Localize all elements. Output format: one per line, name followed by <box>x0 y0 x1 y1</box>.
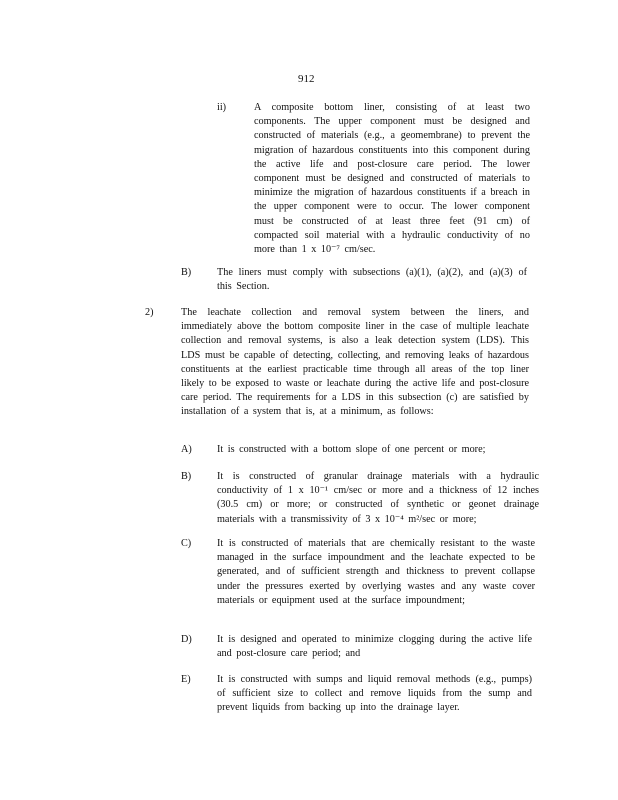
item-text: The liners must comply with subsections (a)(1), (a)(2), and (a)(3) of this Section. <box>217 267 527 293</box>
page-number: 912 <box>298 73 315 85</box>
item-label: 2) <box>145 307 154 318</box>
item-label: B) <box>181 471 192 482</box>
item-label: B) <box>181 267 192 278</box>
item-text: It is designed and operated to minimize clogging during the active life and post-closure care period; and <box>217 634 532 660</box>
item-text: A composite bottom liner, consisting of at least two components. The upper component must be designed and constructed of materials (e.g., a geomembrane) to prevent the migration of hazardous constituents into this component during the active life and post-closure care period. The lower component must be designed and constructed of materials to minimize the migration of hazardous constituents if a breach in the upper component were to occur. The lower component must be constructed of at least three feet (91 cm) of compacted soil material with a hydraulic conductivity of no more than 1 x 10⁻⁷ cm/sec. <box>254 102 530 256</box>
item-label: A) <box>181 444 192 455</box>
item-label: D) <box>181 634 192 645</box>
item-text: It is constructed with sumps and liquid removal methods (e.g., pumps) of sufficient size to collect and remove liquids from the sump and prevent liquids from backing up into the drainage layer. <box>217 674 532 714</box>
item-label: C) <box>181 538 192 549</box>
item-label: E) <box>181 674 191 685</box>
item-text: It is constructed of materials that are chemically resistant to the waste managed in the surface impoundment and the leachate expected to be generated, and of sufficient strength and thickness to prevent collapse under the pressures exerted by overlying wastes and any waste cover materials or equipment used at the surface impoundment; <box>217 538 535 606</box>
item-text: It is constructed with a bottom slope of one percent or more; <box>217 444 486 455</box>
item-text: The leachate collection and removal system between the liners, and immediately above the bottom composite liner in the case of multiple leachate collection and removal systems, is also a leak detection system (LDS). This LDS must be capable of detecting, collecting, and removing leaks of hazardous constituents at the earliest practicable time through all areas of the top liner likely to be exposed to waste or leachate during the active life and post-closure care period. The requirements for a LDS in this subsection (c) are satisfied by installation of a system that is, at a minimum, as follows: <box>181 307 529 418</box>
item-text: It is constructed of granular drainage materials with a hydraulic conductivity of 1 x 10⁻¹ cm/sec or more and a thickness of 12 inches (30.5 cm) or more; or constructed of synthetic or geonet drainage materials with a transmissivity of 3 x 10⁻⁴ m²/sec or more; <box>217 471 539 525</box>
item-label: ii) <box>217 102 227 113</box>
